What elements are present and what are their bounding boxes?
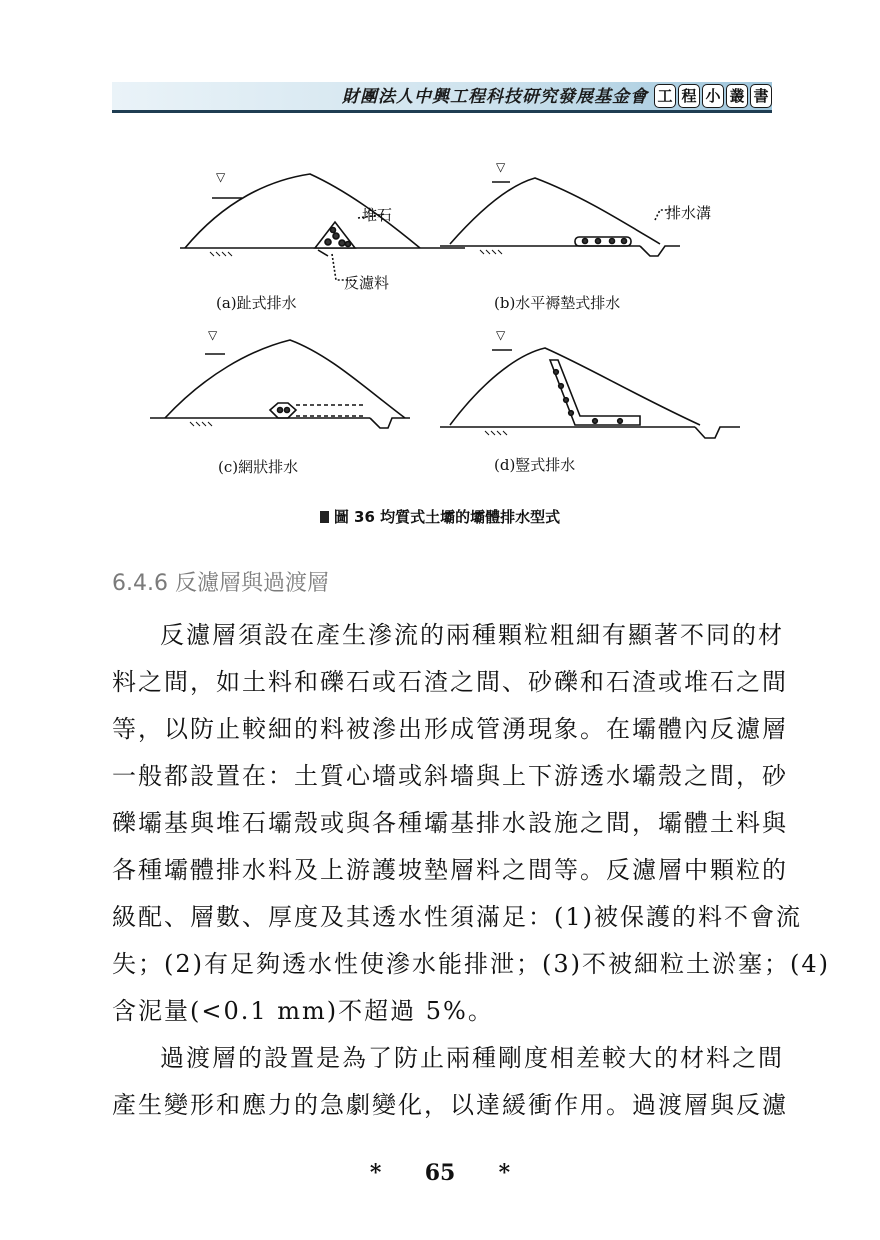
water-level-icon: ▽ <box>208 328 218 342</box>
ornament-left: * <box>369 1160 382 1186</box>
text-line: 含泥量(<0.1 mm)不超過 5%。 <box>112 997 494 1025</box>
panel-c-dam <box>150 340 410 428</box>
text-line: 料之間，如土料和礫石或石渣之間、砂礫和石渣或堆石之間 <box>112 668 788 696</box>
panel-b-caption: (b)水平褥墊式排水 <box>494 294 621 312</box>
page-number: 65 <box>424 1160 456 1186</box>
text-line: 級配、層數、厚度及其透水性須滿足：(1)被保護的料不會流 <box>112 903 802 931</box>
section-heading: 6.4.6 反濾層與過渡層 <box>112 571 329 596</box>
label-drain-ditch: 排水溝 <box>666 204 712 222</box>
text-line: 各種壩體排水料及上游護坡墊層料之間等。反濾層中顆粒的 <box>112 856 788 884</box>
text-line: 過渡層的設置是為了防止兩種剛度相差較大的材料之間 <box>160 1044 784 1072</box>
series-char: 書 <box>750 84 772 108</box>
series-char: 叢 <box>726 84 748 108</box>
text-line: 礫壩基與堆石壩殼或與各種壩基排水設施之間，壩體土料與 <box>112 809 788 837</box>
water-level-icon: ▽ <box>216 170 226 184</box>
water-level-icon: ▽ <box>496 328 506 342</box>
series-char: 程 <box>678 84 700 108</box>
dam-drainage-diagram <box>130 160 750 500</box>
label-filter: 反濾料 <box>344 274 390 292</box>
dam-drainage-figure <box>130 160 750 500</box>
panel-c-caption: (c)網狀排水 <box>218 458 299 476</box>
panel-c-mesh-rock <box>278 408 290 413</box>
page-number-footer <box>0 1160 880 1186</box>
panel-b-blanket-rock <box>583 239 627 244</box>
panel-b-dam <box>440 178 680 256</box>
text-line: 等，以防止較細的料被滲出形成管湧現象。在壩體內反濾層 <box>112 715 788 743</box>
text-line: 反濾層須設在產生滲流的兩種顆粒粗細有顯著不同的材 <box>160 621 784 649</box>
series-title <box>654 84 772 108</box>
text-line: 產生變形和應力的急劇變化，以達緩衝作用。過渡層與反濾 <box>112 1091 788 1119</box>
figure-caption <box>0 506 880 527</box>
ornament-right: * <box>498 1160 511 1186</box>
text-line: 失；(2)有足夠透水性使滲水能排泄；(3)不被細粒土淤塞；(4) <box>112 950 830 978</box>
header-rule <box>112 110 772 113</box>
publisher-name: 財團法人中興工程科技研究發展基金會 <box>342 87 648 107</box>
water-level-icon: ▽ <box>496 160 506 174</box>
series-char: 工 <box>654 84 676 108</box>
label-rockfill: 堆石 <box>362 206 393 224</box>
text-line: 一般都設置在：土質心墻或斜墻與上下游透水壩殼之間，砂 <box>112 762 788 790</box>
panel-a-caption: (a)趾式排水 <box>216 294 297 312</box>
panel-a-dam <box>180 174 465 248</box>
panel-d-caption: (d)豎式排水 <box>494 456 576 474</box>
caption-marker <box>320 511 329 523</box>
panel-d-dam <box>440 348 740 438</box>
figure-caption-text: 圖 36 均質式土壩的壩體排水型式 <box>333 508 561 526</box>
paragraph-transition-layer <box>112 1035 788 1129</box>
paragraph-filter-layer <box>112 612 830 1035</box>
series-char: 小 <box>702 84 724 108</box>
